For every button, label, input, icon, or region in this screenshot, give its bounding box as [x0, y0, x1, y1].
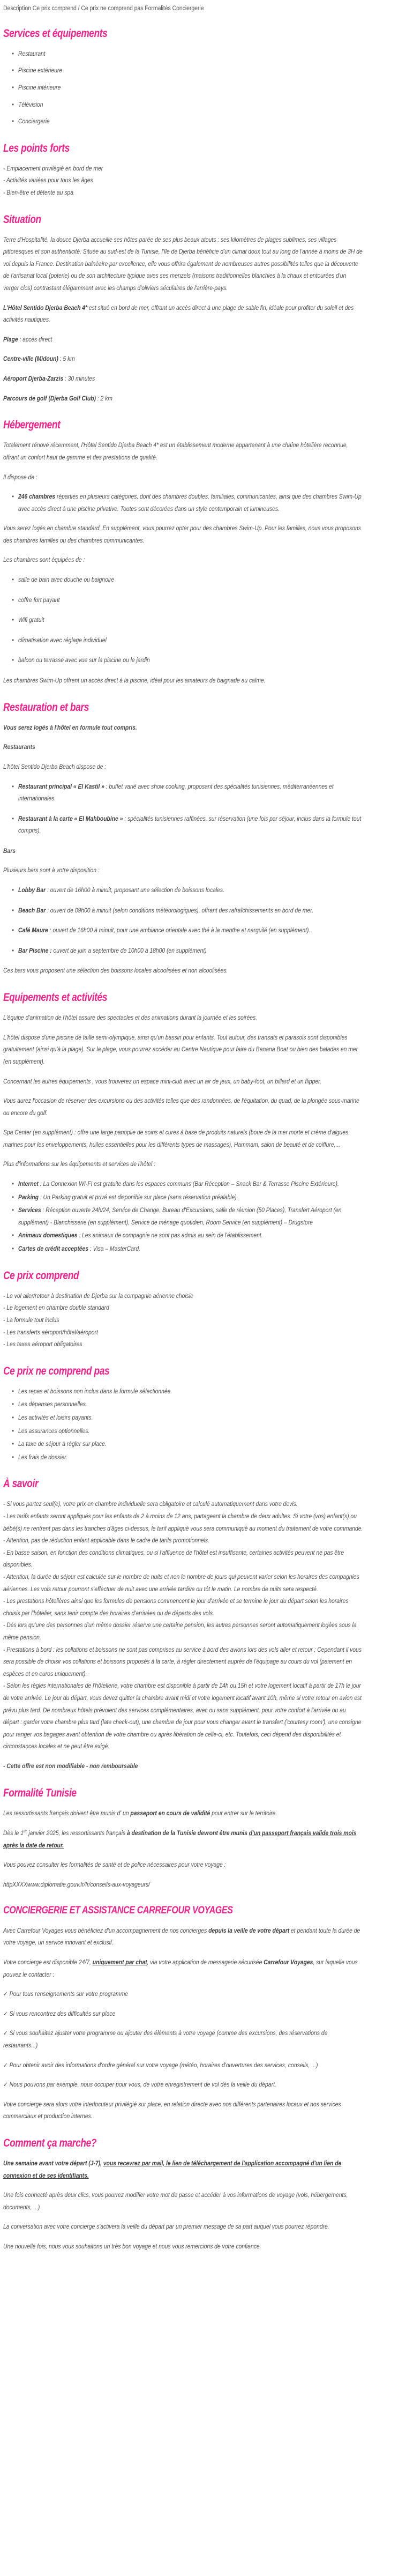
fact-label: Parcours de golf (Djerba Golf Club) [3, 395, 96, 402]
bar-desc: : ouvert de 16h00 à minuit, pour une ambiance orientale avec thé à la menthe et narguilé (en supplément). [48, 927, 311, 934]
conciergerie-dispo-post: , sur laquelle vous pouvez le contacter : [3, 1959, 358, 1978]
hebergement-standard: Vous serez logés en chambre standard. En supplément, vous pourrez opter pour des chambres Swim-Up. Pour les familles, nous vous proposons des chambres familles ou des chambres communicantes. [3, 525, 361, 544]
conciergerie-dispo-mid: , via votre application de messagerie sécurisée [147, 1959, 264, 1966]
situation-fact [3, 373, 363, 385]
list-item: • La taxe de séjour à régler sur place. [18, 1438, 364, 1451]
a-savoir-line: - Prestations à bord : les collations et boissons ne sont pas comprises au service à bord des avions lors des vols aller et retour ; Cependant il vous sera possible de choisir vos collations et boissons proposés à la carte, à régler directement auprès de l'équipage au cours du vol (paiement en espèces et en euros uniquement). [3, 1646, 362, 1677]
bar-desc: : ouvert de 09h00 à minuit (selon conditions météorologiques), offrant des rafraîchissements en bord de mer. [46, 907, 314, 914]
hebergement-intro: Totalement rénové récemment, l'Hôtel Sentido Djerba Beach 4* est un établissement moderne appartenant à une chaîne hôtelière reconnue, offrant un confort haut de gamme et des prestations de qualité. [3, 442, 348, 461]
section-title-points-forts: Les points forts [3, 142, 70, 154]
list-item: • Les frais de dossier. [18, 1452, 364, 1464]
list-item: • balcon ou terrasse avec vue sur la piscine ou le jardin [18, 655, 364, 667]
prix-comprend-line: - La formule tout inclus [3, 1316, 59, 1324]
points-forts-line: - Emplacement privilégié en bord de mer [3, 165, 103, 172]
list-item: • Restaurant [18, 48, 364, 61]
hotel-name: L'Hôtel Sentido Djerba Beach 4* [3, 304, 88, 311]
section-title-services: Services et équipements [3, 27, 108, 40]
section-title-restauration: Restauration et bars [3, 701, 89, 714]
a-savoir-hotel-rules: - Selon les règles internationales de l'hôtellerie, votre chambre est disponible à partir de 14h ou 15h et votre logement locatif à partir de 17h le jour de votre arrivée. Le jour du départ, vous devez quitter la chambre avant midi et votre logement locatif avant 10h, même si votre retour en avion est prévu plus tard. De nombreux hôtels prévoient des services complémentaires, avec ou sans supplément, pour votre confort à l'arrivée ou au départ : garder votre chambre plus tard (late check-out), une chambre de jour pour vous changer avant le transfert ('courtesy room'), une consigne pour ranger vos bagages avant obtention de votre chambre ou après libération de celle-ci, etc. Toutefois, ceci dépend des disponibilités et circonstances locales et ne peut être exigé. [3, 1682, 362, 1750]
service-text: : La Connexion WI-FI est gratuite dans les espaces communs (Bar Réception – Snack Bar & Terrasse Piscine Extérieure). [38, 1181, 339, 1188]
service-label: Cartes de crédit acceptées [18, 1245, 89, 1253]
fact-value: : 5 km [58, 355, 75, 363]
list-item [18, 1243, 364, 1256]
restaurant-desc: : buffet varié avec show cooking, proposant des spécialités tunisiennes, méditerranéennes et internationales. [18, 783, 334, 803]
rooms-list [3, 491, 403, 515]
prix-comprend-line: - Le logement en chambre double standard [3, 1304, 109, 1312]
list-item: • climatisation avec réglage individuel [18, 635, 364, 647]
comment-para-1 [3, 2158, 363, 2182]
formalite-date-post: janvier 2025, les ressortissants français [27, 1830, 127, 1837]
service-text: : Un Parking gratuit et privé est disponible sur place (sans réservation préalable). [38, 1193, 238, 1201]
bars-intro: Plusieurs bars sont à votre disposition : [3, 867, 100, 874]
list-item [18, 781, 364, 805]
prix-comprend-line: - Les taxes aéroport obligatoires [3, 1341, 82, 1348]
bars-outro: Ces bars vous proposent une sélection des boissons locales alcoolisées et non alcoolisées. [3, 967, 228, 975]
comment-para-3: La conversation avec votre concierge s'activera la veille du départ par un premier message de sa part auquel vous pourrez répondre. [3, 2223, 329, 2231]
a-savoir-line: - Attention, pas de réduction enfant applicable dans le cadre de tarifs promotionnels. [3, 1537, 209, 1545]
conciergerie-intro-bold: depuis la veille de votre départ [208, 1927, 290, 1934]
restaurant-name: Restaurant à la carte « El Mahboubine » [18, 815, 123, 822]
situation-hotel [3, 302, 363, 326]
list-item: • Les dépenses personnelles. [18, 1399, 364, 1411]
breadcrumb: Description Ce prix comprend / Ce prix ne comprend pas Formalités Conciergerie [3, 5, 204, 12]
formalite-dest-bold: à destination de la Tunisie devront être munis [126, 1830, 249, 1837]
situation-fact [3, 353, 363, 366]
points-forts-line: - Activités variées pour tous les âges [3, 177, 93, 184]
list-item [18, 925, 364, 937]
fact-label: Plage [3, 336, 18, 343]
points-forts-line: - Bien-être et détente au spa [3, 189, 73, 197]
formalite-passport [3, 1808, 363, 1820]
hotel-services-list [3, 1178, 403, 1256]
formalite-consult: Vous pouvez consulter les formalités de santé et de police nécessaires pour votre voyage : [3, 1861, 226, 1869]
list-item: • Piscine intérieure [18, 82, 364, 94]
prix-comprend-line: - Les transferts aéroport/hôtel/aéroport [3, 1328, 98, 1336]
restaurants-heading: Restaurants [3, 744, 35, 751]
a-savoir-line: - Dès lors qu'une des personnes d'un même dossier réserve une certaine pension, les autres personnes seront automatiquement logées sous la même pension. [3, 1622, 357, 1641]
a-savoir-line: - Les prestations hôtelières ainsi que les formules de pensions commencent le jour d'arrivée et se termine le jour du départ selon les horaires choisis par l'hôtelier, sans tenir compte des horaires d'arrivées ou de départs des vols. [3, 1598, 349, 1617]
equipements-paragraph: Spa Center (en supplément) : offre une large panoplie de soins et cures à base de produits naturels (boue de la mer morte et crème d'algues marines pour les enveloppements, huiles essentielles pour les différents types de massages), Hammam, salon de beauté et de coiffure,... [3, 1129, 349, 1148]
prix-comprend-line: - Le vol aller/retour à destination de Djerba sur la compagnie aérienne choisie [3, 1292, 193, 1300]
formalite-link[interactable]: httpXXXXwww.diplomatie.gouv.fr/fr/conseils-aux-voyageurs/ [3, 1881, 150, 1888]
formalite-pre: Les ressortissants français doivent être munis d' un [3, 1809, 131, 1817]
formalite-date-pre: Dès le 1 [3, 1830, 24, 1837]
bar-name: Bar Piscine : [18, 947, 52, 954]
section-title-hebergement: Hébergement [3, 419, 61, 432]
section-title-equipements: Equipements et activités [3, 991, 108, 1004]
list-item: • Piscine extérieure [18, 65, 364, 77]
bars-list [3, 885, 403, 957]
formalite-2025 [3, 1827, 363, 1852]
list-item [18, 1178, 364, 1191]
fact-label: Aéroport Djerba-Zarzis [3, 375, 64, 383]
fact-value: : 2 km [95, 395, 112, 402]
situation-fact [3, 334, 363, 346]
conciergerie-dispo-pre: Votre concierge est disponible 24/7, [3, 1959, 93, 1966]
fact-value: : 30 minutes [63, 375, 95, 383]
services-list [3, 48, 403, 128]
list-item [18, 491, 364, 515]
section-title-conciergerie: CONCIERGERIE ET ASSISTANCE CARREFOUR VOYAGES [3, 1904, 233, 1917]
list-item: • Wifi gratuit [18, 614, 364, 627]
comment-para-4: Une nouvelle fois, nous vous souhaitons un très bon voyage et nous vous remercions de votre confiance. [3, 2243, 261, 2251]
bar-desc: ouvert de juin a septembre de 10h00 à 18h00 (en supplément) [51, 947, 207, 954]
a-savoir-non-modifiable: - Cette offre est non modifiable - non remboursable [3, 1762, 138, 1770]
list-item [18, 1205, 364, 1229]
conciergerie-outro: Votre concierge sera alors votre interlocuteur privilégié sur place, en relation directe avec nos différents partenaires locaux et nos services commerciaux et production internes. [3, 2100, 341, 2120]
section-title-a-savoir: À savoir [3, 1478, 39, 1490]
hebergement-swimup-note: Les chambres Swim-Up offrent un accès direct à la piscine, idéal pour les amateurs de baignade au calme. [3, 677, 266, 685]
list-item [18, 885, 364, 897]
bar-name: Café Maure [18, 927, 48, 934]
restaurant-name: Restaurant principal « El Kastil » [18, 783, 104, 790]
rooms-count: 246 chambres [18, 493, 56, 501]
conciergerie-dispo [3, 1957, 363, 1981]
situation-fact [3, 393, 363, 405]
bar-name: Beach Bar [18, 907, 46, 914]
bars-heading: Bars [3, 847, 16, 855]
formalite-passport-underline: d'un passeport français valide trois mois après la date de retour. [3, 1830, 357, 1849]
conciergerie-check-item: ✓ Pour obtenir avoir des informations d'ordre général sur votre voyage (météo, horaires d'ouvertures des services, conseils, ...) [3, 2061, 318, 2069]
list-item: • Télévision [18, 99, 364, 112]
service-text: : Les animaux de compagnie ne sont pas admis au sein de l'établissement. [77, 1232, 263, 1239]
service-label: Services [18, 1207, 41, 1214]
restauration-formule: Vous serez logés à l'hôtel en formule tout compris. [3, 724, 137, 731]
rooms-text: réparties en plusieurs catégories, dont des chambres doubles, familiales, communicantes, ainsi que des chambres Swim-Up avec accès direct à une piscine privative. Toutes sont décorées dans un style contemporain et lumineuses. [18, 493, 362, 513]
section-title-prix-comprend: Ce prix comprend [3, 1269, 79, 1282]
room-equipment-list [3, 574, 403, 667]
equipements-paragraph: Concernant les autres équipements , vous trouverez un espace mini-club avec un air de jeux, un baby-foot, un billard et un flipper. [3, 1078, 322, 1085]
conciergerie-check-item: ✓ Pour tous renseignements sur votre programme [3, 1991, 129, 1998]
conciergerie-intro-post: et pendant toute la durée de votre voyage, un service innovant et exclusif. [3, 1927, 360, 1947]
conciergerie-check-item: ✓ Si vous souhaitez ajuster votre programme ou ajouter des éléments à votre voyage (comme des excursions, des réservations de restaurants...) [3, 2030, 328, 2050]
formalite-post: pour entrer sur le territoire. [210, 1809, 277, 1817]
prix-ne-comprend-pas-list [3, 1386, 403, 1464]
situation-intro: Terre d'Hospitalité, la douce Djerba accueille ses hôtes parée de ses plus beaux atouts : ses kilomètres de plages sublimes, ses villages pittoresques et son authenticité. Située au sud-est de la Tunisie, l'île de Djerba bénéficie d'un climat doux tout au long de l'année à moins de 3H de vol depuis la France. Destination balnéaire par excellence, elle vous offrira également de nombreuses autres possibilités telles que la découverte de l'artisanat local (poterie) ou de son architecture typique aves ses menzels (maisons traditionnelles blanchies à la chaux et entourées d'un verger clos) contrastant élégamment avec les champs d'oliviers séculaires de l'arrière-pays. [3, 236, 363, 292]
equipements-paragraph: L'équipe d'animation de l'hôtel assure des spectacles et des animations durant la journée et les soirées. [3, 1014, 257, 1022]
hebergement-equip-label: Les chambres sont équipées de : [3, 556, 85, 564]
fact-value: : accès direct [18, 336, 52, 343]
list-item [18, 1230, 364, 1242]
hotel-desc: est situé en bord de mer, offrant un accès direct à une plage de sable fin, idéale pour profiter du soleil et des activités nautiques. [3, 304, 354, 324]
list-item [18, 813, 364, 837]
equipements-paragraph: L'hôtel dispose d'une piscine de taille semi-olympique, ainsi qu'un bassin pour enfants. Tout autour, des transats et parasols sont disponibles gratuitement (ainsi qu'à la plage). Sur la plage, vous pourrez accéder au Centre Nautique pour faire du Banana Boat ou bien des balades en mer (en supplément). [3, 1034, 358, 1065]
section-title-situation: Situation [3, 213, 41, 226]
section-title-comment-ca-marche: Comment ça marche? [3, 2137, 97, 2149]
service-text: : Visa – MasterCard. [88, 1245, 140, 1253]
app-name: Carrefour Voyages [264, 1959, 313, 1966]
list-item: • salle de bain avec douche ou baignoire [18, 574, 364, 587]
list-item [18, 905, 364, 917]
a-savoir-line: - Les tarifs enfants seront appliqués pour les enfants de 2 à moins de 12 ans, partageant la chambre de deux adultes. Si votre (vos) enfant(s) ou bébé(s) ne rentrent pas dans les tranches d'âges ci-dessus, le tarif appliqué vous sera communiqué au moment du traitement de votre commande. [3, 1513, 363, 1532]
restaurants-intro: L'hôtel Sentido Djerba Beach dispose de : [3, 763, 107, 770]
list-item: • Les assurances optionnelles. [18, 1426, 364, 1438]
comment-para1-pre: Une semaine avant votre départ (J-7), [3, 2160, 103, 2167]
bar-desc: : ouvert de 16h00 à minuit, proposant une sélection de boissons locales. [46, 887, 224, 894]
comment-para1-bold: vous recevrez par mail, le lien de téléchargement de l'application accompagné d'un lien de connexion et de ses identifiants. [3, 2160, 342, 2179]
bar-name: Lobby Bar [18, 887, 46, 894]
equipements-paragraph: Vous aurez l'occasion de réserver des excursions ou des activités telles que des randonnées, de l'équitation, du quad, de la plongée sous-marine ou encore du golf. [3, 1097, 359, 1117]
conciergerie-chat-underline: uniquement par chat [92, 1959, 147, 1966]
equipements-plus-info-label: Plus d'informations sur les équipements et services de l'hôtel : [3, 1161, 156, 1168]
conciergerie-intro-pre: Avec Carrefour Voyages vous bénéficiez d'un accompagnement de nos concierges [3, 1927, 209, 1934]
restaurant-desc: : spécialités tunisiennes raffinées, sur réservation (une fois par séjour, inclus dans la formule tout compris). [18, 815, 362, 835]
hebergement-dispose-label: Il dispose de : [3, 473, 37, 481]
list-item [18, 945, 364, 957]
service-label: Parking [18, 1193, 39, 1201]
fact-label: Centre-ville (Midoun) [3, 355, 58, 363]
comment-para-2: Une fois connecté après deux clics, vous pourrez modifier votre mot de passe et accéder à vos informations de voyage (vols, hébergements, documents, ...) [3, 2192, 348, 2211]
ordinal-suffix: er [23, 1829, 27, 1834]
service-label: Internet [18, 1181, 39, 1188]
conciergerie-check-item: ✓ Si vous rencontrez des difficultés sur place [3, 2010, 116, 2017]
a-savoir-line: - En basse saison, en fonction des conditions climatiques, ou si l'affluence de l'hôtel est insuffisante, certaines activités peuvent ne pas être disponibles. [3, 1549, 344, 1569]
restaurants-list [3, 781, 403, 837]
conciergerie-intro [3, 1925, 363, 1949]
a-savoir-line: - Si vous partez seul(e), votre prix en chambre individuelle sera obligatoire et calculé automatiquement dans votre devis. [3, 1501, 298, 1508]
formalite-bold: passeport en cours de validité [130, 1809, 210, 1817]
section-title-formalite: Formalité Tunisie [3, 1786, 77, 1799]
service-text: : Réception ouverte 24h/24, Service de Change, Bureau d'Excursions, salle de réunion (50 Places), Transfert Aéroport (en supplément) - Blanchisserie (en supplément), Service de ménage quotidien, Room Service (en supplément) – Drugstore [18, 1207, 342, 1226]
list-item [18, 1192, 364, 1204]
conciergerie-check-item: ✓ Nous pouvons par exemple, nous occuper pour vous, de votre enregistrement de vol dès la veille du départ. [3, 2081, 276, 2089]
a-savoir-line: - Attention, la durée du séjour est calculée sur le nombre de nuits et non le nombre de jours qui peuvent varier selon les horaires des compagnies aériennes. Les vols retour pourront s'effectuer de nuit avec une arrivée tardive ou tôt le matin. Le nombre de nuits sera respecté. [3, 1573, 359, 1593]
service-label: Animaux domestiques [18, 1232, 78, 1239]
list-item: • Conciergerie [18, 116, 364, 128]
list-item: • Les activités et loisirs payants. [18, 1412, 364, 1424]
section-title-prix-ne-comprend-pas: Ce prix ne comprend pas [3, 1364, 110, 1377]
list-item: • coffre fort payant [18, 595, 364, 607]
list-item: • Les repas et boissons non inclus dans la formule sélectionnée. [18, 1386, 364, 1398]
